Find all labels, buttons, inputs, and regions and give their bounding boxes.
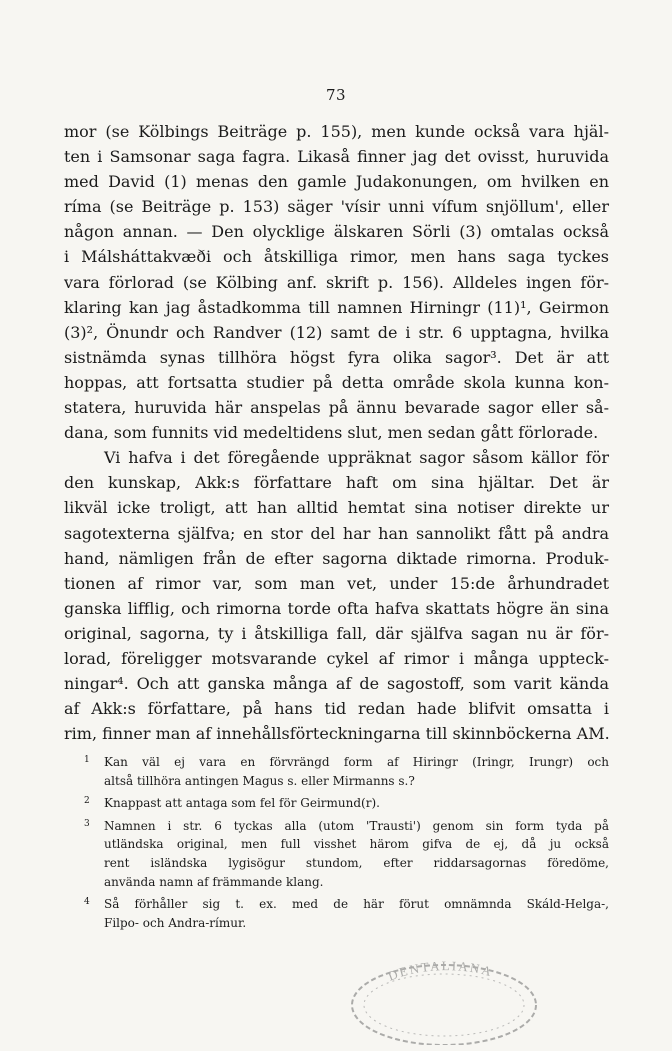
footnote-1	[64, 753, 609, 790]
stamp-inner-ring	[364, 974, 524, 1036]
text-line: original, sagorna, ty i åtskilliga fall, där själfva sagan nu är för-	[64, 623, 609, 643]
stamp-text: DENTALIANA	[385, 958, 495, 984]
text-line: mor (se Kölbings Beiträge p. 155), men kunde också vara hjäl-	[64, 122, 609, 141]
library-stamp	[338, 945, 548, 1045]
text-line: den kunskap, Akk:s författare haft om sina hjältar. Det är	[64, 473, 609, 493]
text-line: sagotexterna själfva; en stor del har han sannolikt fått på andra	[64, 523, 609, 543]
text-line: någon annan. — Den olycklige älskaren Sörli (3) omtalas också	[64, 222, 609, 242]
paragraph-2	[64, 445, 609, 746]
text-line: statera, huruvida här anspelas på ännu bevarade sagor eller så-	[64, 398, 609, 418]
text-line: dana, som funnits vid medeltidens slut, men sedan gått förlorade.	[64, 423, 599, 443]
text-line: med David (1) menas den gamle Judakonungen, om hvilken en	[64, 172, 609, 192]
text-line: hoppas, att fortsatta studier på detta område skola kunna kon-	[64, 372, 609, 392]
text-line: ríma (se Beiträge p. 153) säger 'vísir unni vífum snjöllum', eller	[64, 197, 609, 217]
footnotes	[64, 753, 609, 936]
text-line: ganska lifflig, och rimorna torde ofta hafva skattats högre än sina	[64, 598, 609, 618]
footnote-line: utländska original, men full visshet härom gifva de ej, då ju också	[104, 837, 609, 852]
footnote-line: Namnen i str. 6 tyckas alla (utom 'Trausti') genom sin form tyda på	[104, 818, 609, 833]
footnote-line: Filpo- och Andra-rímur.	[104, 915, 247, 930]
footnote-line: använda namn af främmande klang.	[104, 874, 324, 889]
text-line: i Málsháttakvæði och åtskilliga rimor, men hans saga tyckes	[64, 247, 609, 267]
text-line: af Akk:s författare, på hans tid redan hade blifvit omsatta i	[64, 699, 609, 719]
text-line: rim, finner man af innehållsförteckningarna till skinnböckerna AM.	[64, 724, 610, 744]
footnote-marker: 3	[84, 818, 90, 829]
text-line: lorad, föreligger motsvarande cykel af rimor i många uppteck-	[64, 648, 609, 668]
text-line: ningar⁴. Och att ganska många af de sagostoff, som varit kända	[64, 674, 609, 694]
text-line: vara förlorad (se Kölbing anf. skrift p. 156). Alldeles ingen för-	[64, 272, 609, 292]
stamp-outer-ring	[352, 965, 536, 1045]
text-line: likväl icke troligt, att han alltid hemtat sina notiser direkte ur	[64, 498, 609, 518]
footnote-2	[64, 794, 609, 813]
text-line: ten i Samsonar saga fagra. Likaså finner jag det ovisst, huruvida	[64, 147, 609, 167]
text-line: tionen af rimor var, som man vet, under 15:de århundradet	[64, 573, 609, 593]
footnote-4	[64, 895, 609, 932]
text-line: klaring kan jag åstadkomma till namnen Hirningr (11)¹, Geirmon	[64, 297, 609, 317]
text-line: Vi hafva i det föregående uppräknat sagor såsom källor för	[104, 448, 609, 468]
footnote-line: altså tillhöra antingen Magus s. eller Mirmanns s.?	[104, 773, 415, 788]
footnote-line: Knappast att antaga som fel för Geirmund(r).	[104, 796, 380, 811]
footnote-marker: 1	[84, 755, 90, 765]
text-line: sistnämda synas tillhöra högst fyra olika sagor³. Det är att	[64, 347, 609, 367]
text-line: hand, nämligen från de efter sagorna diktade rimorna. Produk-	[64, 548, 609, 568]
footnote-line: rent isländska lygisögur stundom, efter riddarsagornas föredöme,	[104, 855, 609, 870]
body-text	[64, 119, 609, 746]
footnote-line: Så förhåller sig t. ex. med de här förut omnämnda Skáld-Helga-,	[104, 897, 609, 912]
footnote-3	[64, 817, 609, 891]
text-line: (3)², Önundr och Randver (12) samt de i str. 6 upptagna, hvilka	[64, 322, 609, 342]
footnote-line: Kan väl ej vara en förvrängd form af Hiringr (Iringr, Irungr) och	[104, 755, 609, 769]
paragraph-1	[64, 119, 609, 445]
page-number: 73	[325, 86, 347, 104]
footnote-marker: 4	[84, 897, 90, 908]
footnote-marker: 2	[84, 796, 90, 807]
